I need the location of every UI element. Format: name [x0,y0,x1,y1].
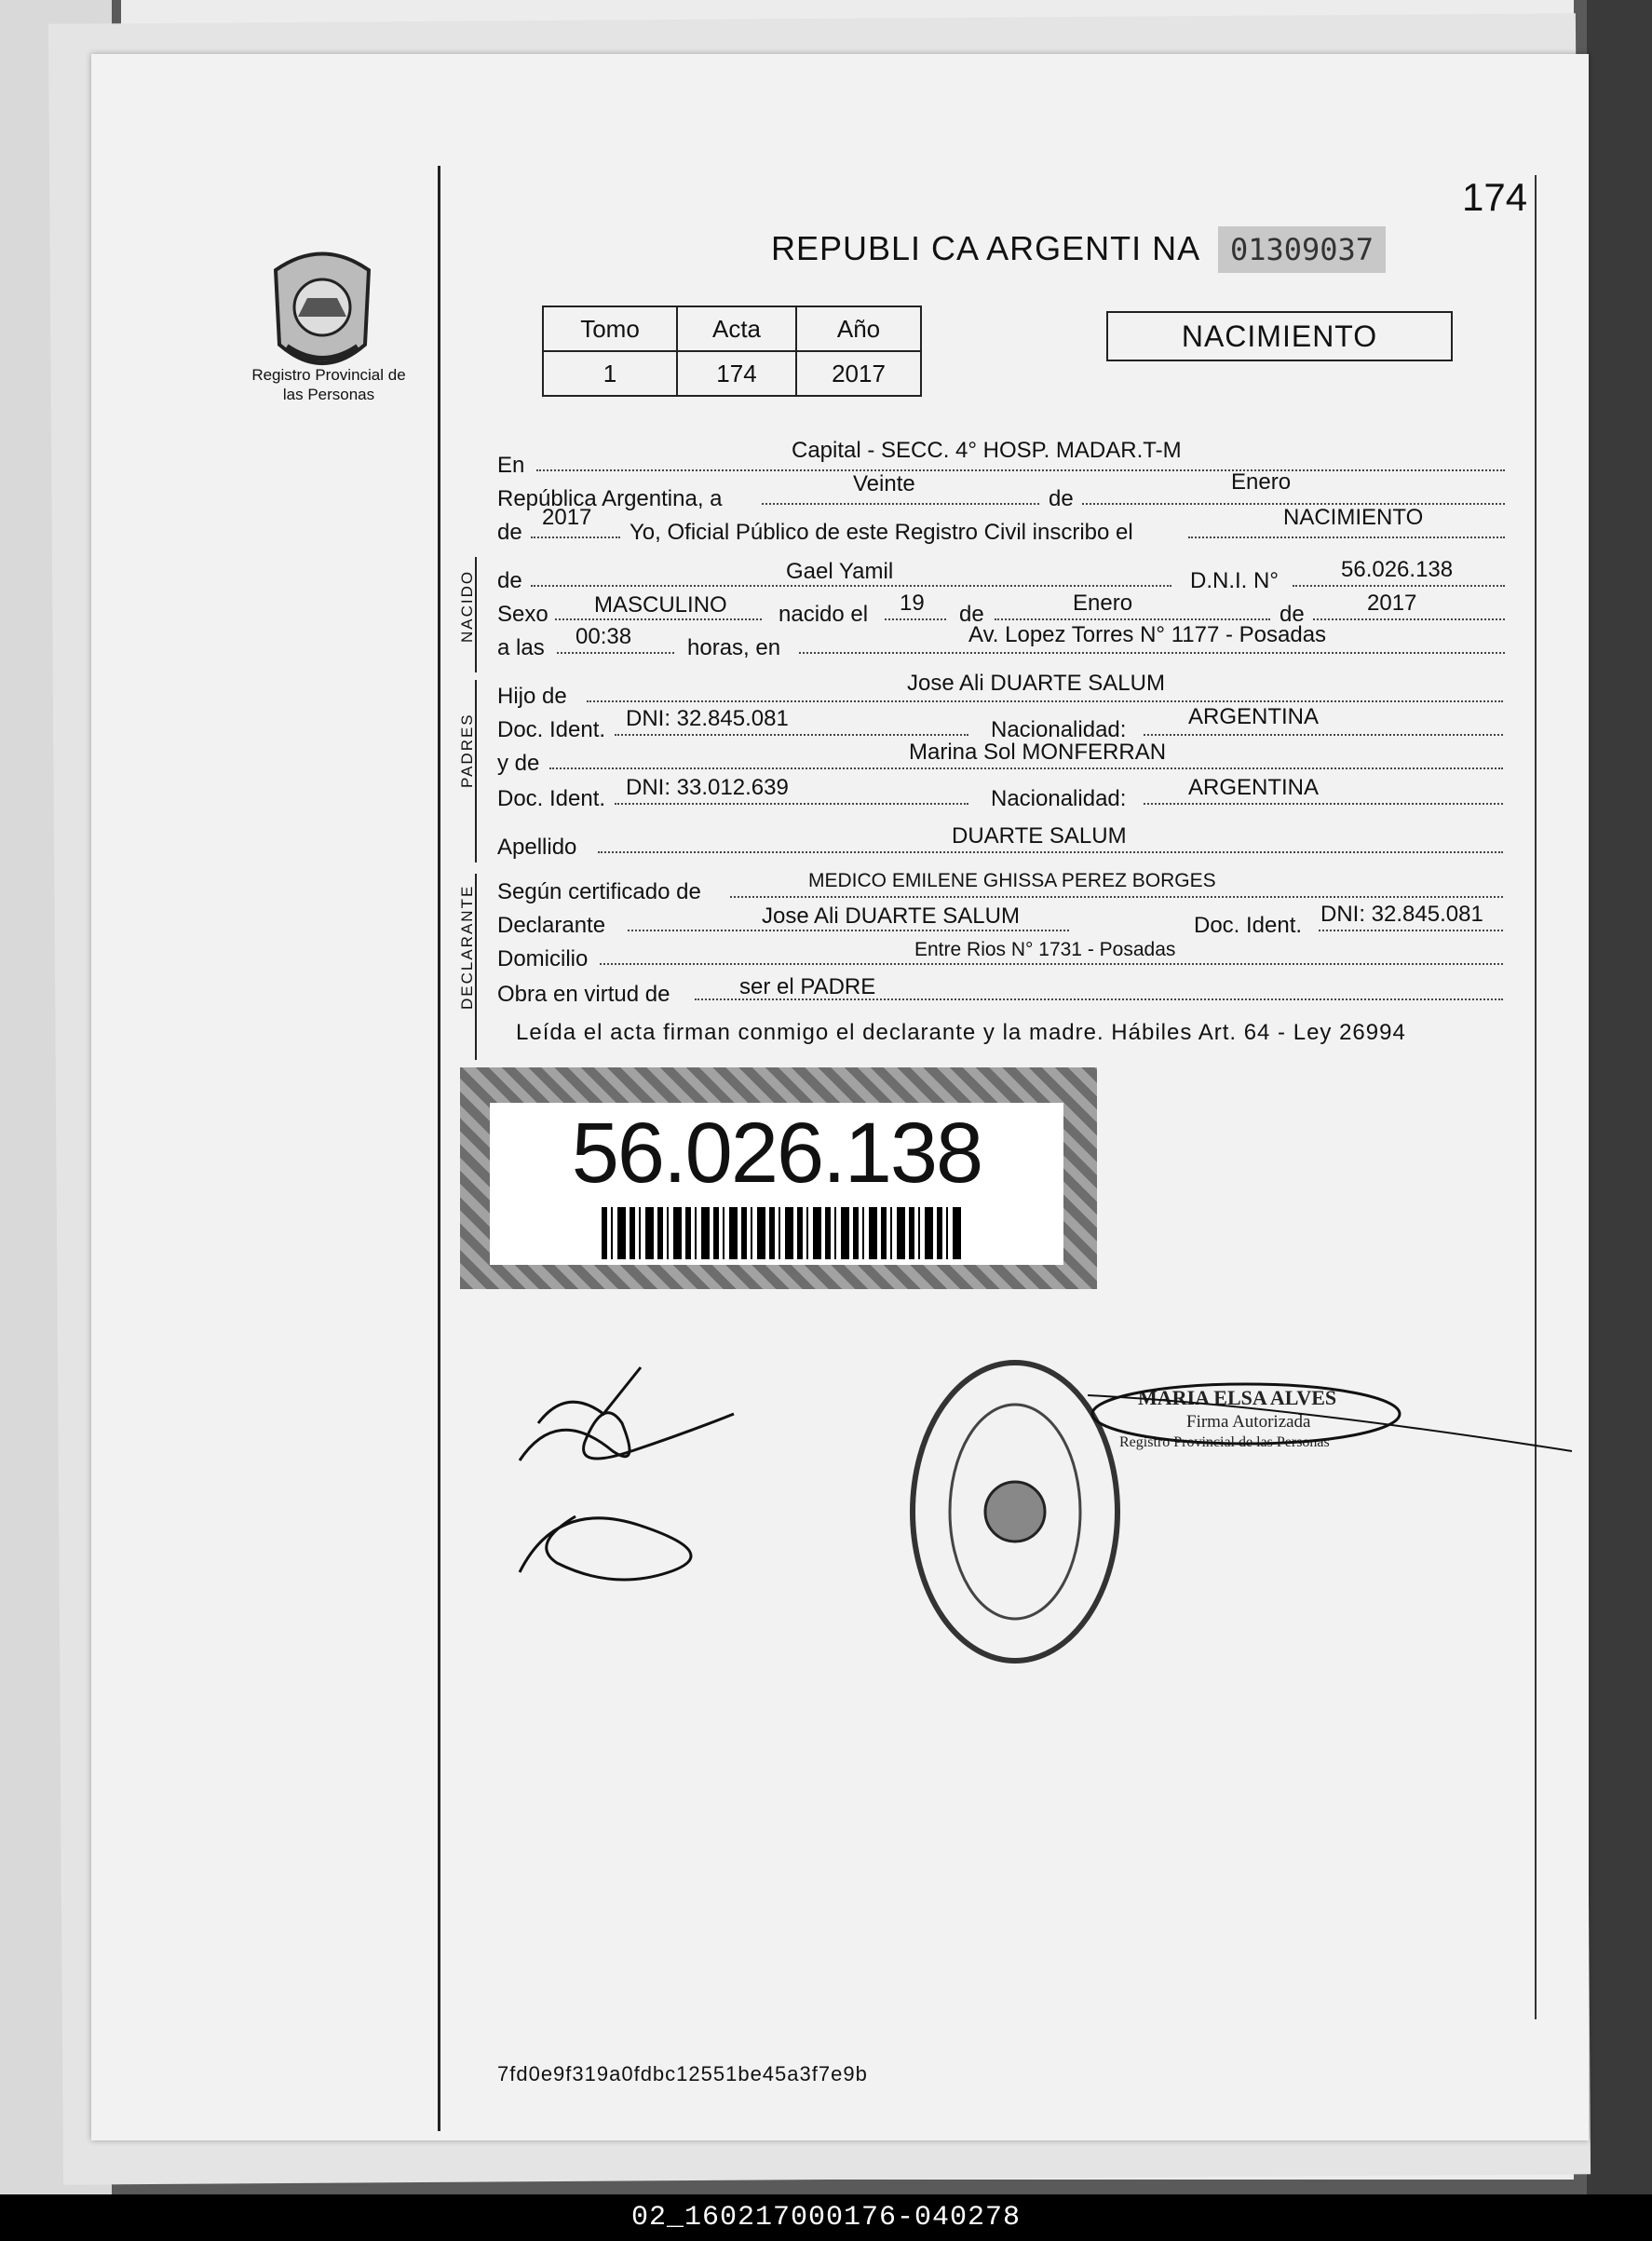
de2-label: de [497,520,522,545]
padre-doc-value: DNI: 32.845.081 [626,706,789,731]
republica-label: República Argentina, a [497,486,723,511]
hora-value: 00:38 [575,624,632,649]
en-value: Capital - SECC. 4° HOSP. MADAR.T-M [792,438,1182,463]
nacido-el-label: nacido el [779,602,869,627]
dia-fill [762,503,1039,505]
document-title: REPUBLI CA ARGENTI NA [771,229,1201,267]
stamp-name: MARIA ELSA ALVES [1138,1386,1337,1409]
en-fill [536,469,1505,471]
dni-fill [1293,585,1505,587]
declarante-value: Jose Ali DUARTE SALUM [762,903,1020,929]
image-caption: 02_160217000176-040278 [0,2194,1652,2241]
declarante-fill [628,930,1069,931]
padres-section-label: PADRES [458,713,476,788]
madre-value: Marina Sol MONFERRAN [909,740,1167,765]
nacido-de-label3: de [1280,602,1305,627]
record-table [542,306,922,397]
madre-nac-value: ARGENTINA [1188,775,1320,800]
mes-nac-fill [995,618,1270,620]
document-hash: 7fd0e9f319a0fdbc12551be45a3f7e9b [497,2062,868,2085]
header-tomo: Tomo [543,306,677,351]
declarante-label: Declarante [497,913,606,938]
padre-nac-value: ARGENTINA [1188,704,1320,729]
sexo-label: Sexo [497,602,548,627]
lugar-fill [799,652,1505,654]
padre-value: Jose Ali DUARTE SALUM [907,671,1165,696]
sexo-value: MASCULINO [594,592,727,618]
declarante-section-label: DECLARANTE [458,884,476,1010]
stamp-office: Registro Provincial de las Personas [1119,1434,1330,1450]
stamp-signature-icon [1088,1367,1591,1470]
madre-doc-label: Doc. Ident. [497,786,606,811]
signature-declarante-icon [501,1311,743,1591]
obra-value: ser el PADRE [739,974,876,999]
mes-value: Enero [1231,469,1292,495]
sticker-label [490,1103,1063,1265]
certificado-fill [730,896,1503,898]
hijo-de-label: Hijo de [497,684,567,709]
padre-doc-label: Doc. Ident. [497,717,606,742]
certificado-value: MEDICO EMILENE GHISSA PEREZ BORGES [808,870,1216,891]
obra-label: Obra en virtud de [497,982,670,1007]
value-acta: 174 [677,351,796,396]
dni-label: D.N.I. N° [1190,568,1279,593]
hora-fill [557,652,674,654]
folio-number: 174 [1462,175,1528,219]
value-anio: 2017 [796,351,921,396]
value-tomo: 1 [543,351,677,396]
registry-label: Registro Provincial de las Personas [251,366,406,403]
barcode-icon [602,1207,965,1259]
dia-value: Veinte [853,471,915,496]
mes-nac-value: Enero [1073,591,1133,616]
nacido-section-label: NACIDO [458,569,476,643]
madre-fill [549,767,1503,769]
domicilio-label: Domicilio [497,946,589,971]
birth-certificate-page [91,54,1589,2140]
padre-nac-fill [1144,734,1503,736]
declarante-doc-label: Doc. Ident. [1194,913,1303,938]
apellido-fill [598,851,1503,853]
tipo-value: NACIMIENTO [1283,505,1424,530]
sticker-number: 56.026.138 [571,1106,982,1201]
nacido-de-label2: de [959,602,984,627]
madre-nac-label: Nacionalidad: [991,786,1127,811]
yde-label: y de [497,751,540,776]
dia-nac-value: 19 [900,591,925,616]
madre-doc-fill [615,803,968,805]
declarante-doc-value: DNI: 32.845.081 [1320,902,1483,927]
nombre-fill [531,585,1171,587]
madre-nac-fill [1144,803,1503,805]
domicilio-fill [600,963,1503,965]
declarante-doc-fill [1319,930,1503,931]
right-margin-line [1535,175,1537,2019]
madre-doc-value: DNI: 33.012.639 [626,775,789,800]
nombre-value: Gael Yamil [786,559,894,584]
certificado-label: Según certificado de [497,879,701,904]
padre-doc-fill [615,734,968,736]
en-label: En [497,453,525,478]
oficial-text: Yo, Oficial Público de este Registro Civil inscribo el [630,520,1133,545]
record-table-values [543,351,921,396]
apellido-label: Apellido [497,835,577,860]
serial-number: 01309037 [1218,226,1386,273]
stamp-role: Firma Autorizada [1186,1412,1311,1432]
nacido-de-label: de [497,568,522,593]
alas-label: a las [497,635,545,660]
dni-sticker [460,1067,1097,1289]
apellido-value: DUARTE SALUM [952,823,1127,849]
anio-value: 2017 [542,505,592,530]
anio-fill [531,536,620,538]
de-label: de [1049,486,1074,511]
tipo-fill [1188,536,1505,538]
dia-nac-fill [885,618,946,620]
padre-fill [587,700,1503,702]
sexo-fill [555,618,762,620]
header-acta: Acta [677,306,796,351]
margin-line [438,166,440,2131]
horas-en-label: horas, en [687,635,781,660]
background-right [1587,0,1652,2198]
record-type-box: NACIMIENTO [1106,311,1453,361]
dni-value: 56.026.138 [1341,557,1454,582]
padre-nac-label: Nacionalidad: [991,717,1127,742]
anio-nac-fill [1313,618,1505,620]
domicilio-value: Entre Rios N° 1731 - Posadas [914,939,1176,960]
anio-nac-value: 2017 [1367,591,1417,616]
record-table-header [543,306,921,351]
header-anio: Año [796,306,921,351]
lugar-value: Av. Lopez Torres N° 1177 - Posadas [968,622,1327,647]
closing-note: Leída el acta firman conmigo el declarante y la madre. Hábiles Art. 64 - Ley 26994 [516,1020,1406,1045]
